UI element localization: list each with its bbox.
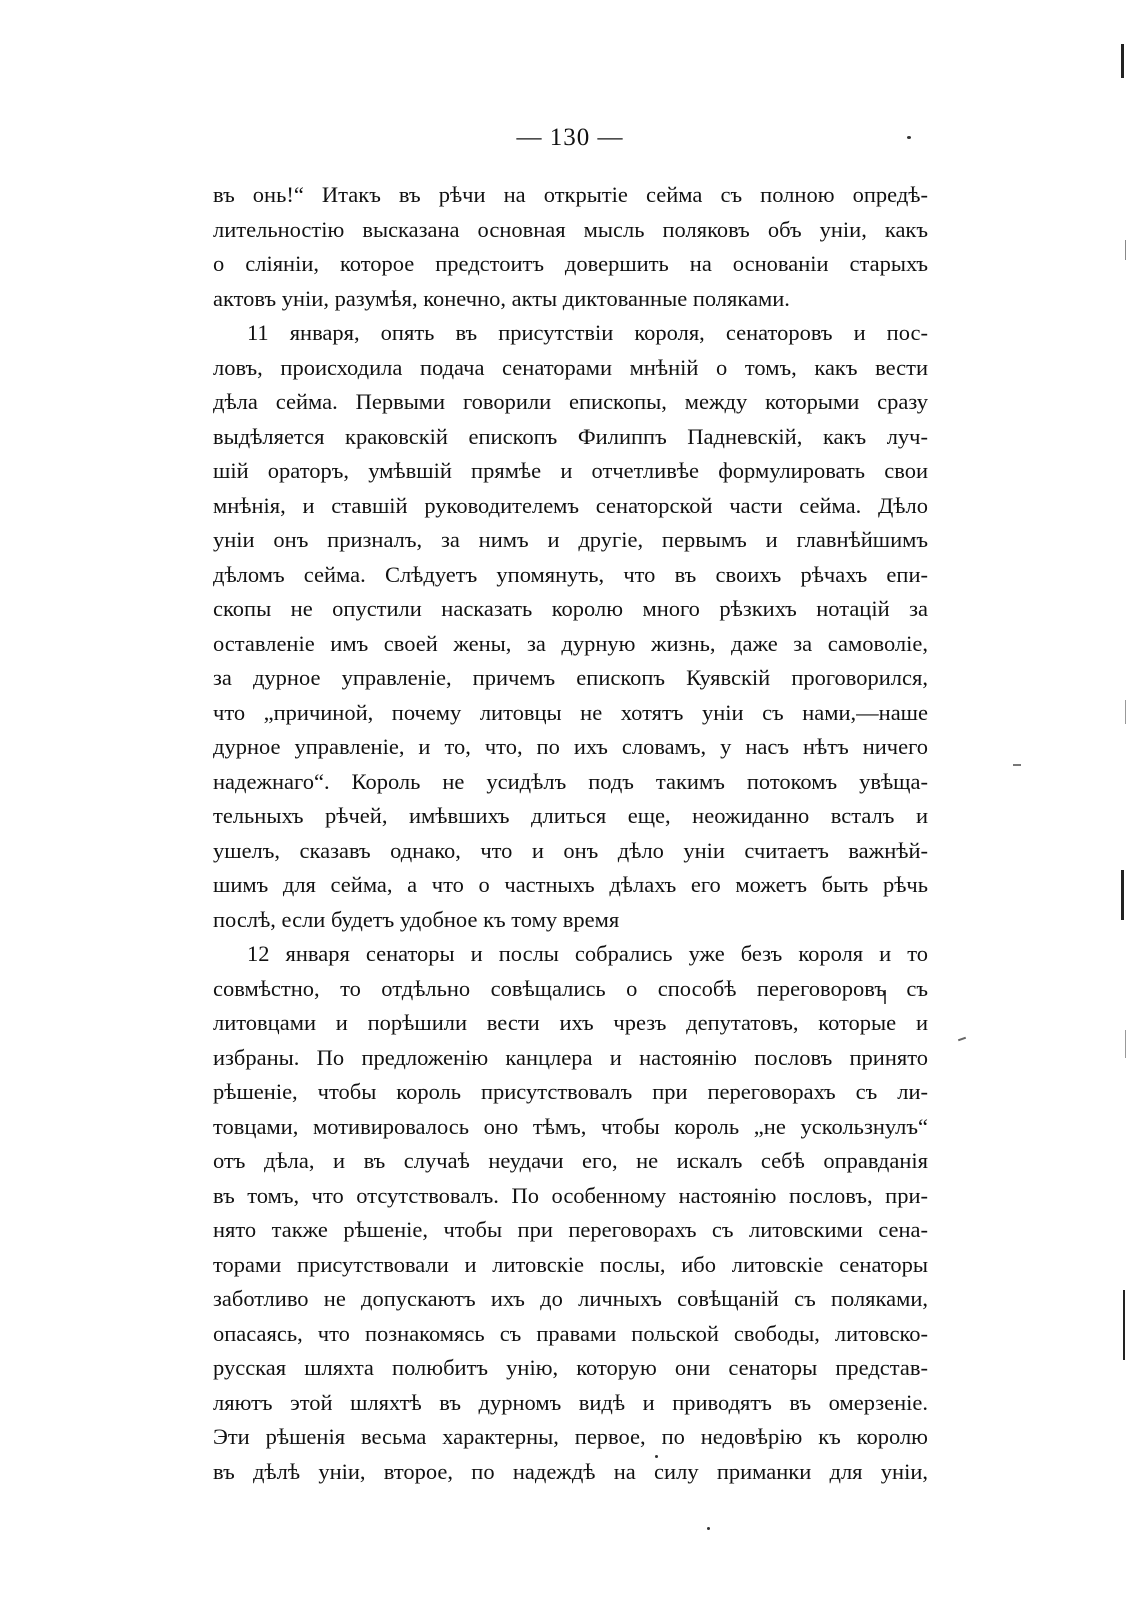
scan-artifact-mark bbox=[1125, 1030, 1126, 1058]
text-line: рѣшеніе, чтобы король присутствовалъ при переговорахъ съ ли- bbox=[213, 1079, 928, 1104]
text-line: торами присутствовали и литовскіе послы, ибо литовскіе сенаторы bbox=[213, 1251, 928, 1277]
scan-artifact-dot bbox=[958, 1037, 966, 1042]
text-line: 12 января сенаторы и послы собрались уже безъ короля и то bbox=[247, 941, 928, 966]
scan-artifact-mark bbox=[1123, 1290, 1125, 1360]
text-line: заботливо не допускаютъ ихъ до личныхъ совѣщаній съ поляками, bbox=[213, 1286, 928, 1311]
text-line: послѣ, если будетъ удобное къ тому время bbox=[213, 906, 620, 932]
text-line: дѣломъ сейма. Слѣдуетъ упомянуть, что въ своихъ рѣчахъ епи- bbox=[213, 561, 928, 587]
text-line: въ дѣлѣ уніи, второе, по надеждѣ на силу приманки для уніи, bbox=[213, 1458, 928, 1484]
text-line: актовъ уніи, разумѣя, конечно, акты диктованные поляками. bbox=[213, 285, 790, 311]
text-line: что „причиной, почему литовцы не хотятъ уніи съ нами,—наше bbox=[213, 699, 928, 725]
text-line: оставленіе имъ своей жены, за дурную жизнь, даже за самоволіе, bbox=[213, 630, 928, 656]
text-line: товцами, мотивировалось оно тѣмъ, чтобы король „не ускользнулъ“ bbox=[213, 1113, 928, 1139]
text-line: шій ораторъ, умѣвшій прямѣе и отчетливѣе формулировать свои bbox=[213, 458, 928, 483]
text-line: въ онь!“ Итакъ въ рѣчи на открытіе сейма съ полною опредѣ- bbox=[213, 182, 928, 207]
text-line: Эти рѣшенія весьма характерны, первое, по недовѣрію къ королю bbox=[213, 1424, 928, 1449]
text-line: 11 января, опять въ присутствіи короля, сенаторовъ и пос- bbox=[247, 320, 928, 345]
text-line: о сліяніи, которое предстоитъ довершить на основаніи старыхъ bbox=[213, 251, 928, 276]
scan-artifact-mark bbox=[1121, 44, 1124, 78]
text-line: избраны. По предложенію канцлера и настоянію пословъ принято bbox=[213, 1044, 928, 1070]
text-line: скопы не опустили насказать королю много рѣзкихъ нотацій за bbox=[213, 596, 928, 621]
scan-artifact-mark bbox=[1121, 870, 1124, 920]
text-line: опасаясь, что познакомясь съ правами польской свободы, литовско- bbox=[213, 1320, 928, 1346]
text-line: литовцами и порѣшили вести ихъ чрезъ депутатовъ, которые и bbox=[213, 1010, 928, 1035]
body-text bbox=[213, 178, 928, 1489]
text-line: ляютъ этой шляхтѣ въ дурномъ видѣ и приводятъ въ омерзеніе. bbox=[213, 1389, 928, 1415]
text-line: русская шляхта полюбитъ унію, которую они сенаторы представ- bbox=[213, 1355, 928, 1380]
text-line: совмѣстно, то отдѣльно совѣщались о способѣ переговоровъ съ bbox=[213, 975, 928, 1001]
text-line: шимъ для сейма, а что о частныхъ дѣлахъ его можетъ быть рѣчь bbox=[213, 872, 928, 897]
text-line: отъ дѣла, и въ случаѣ неудачи его, не искалъ себѣ оправданія bbox=[213, 1148, 928, 1173]
text-line: надежнаго“. Король не усидѣлъ подъ такимъ потокомъ увѣща- bbox=[213, 768, 928, 794]
page-number: — 130 — bbox=[516, 124, 624, 151]
text-line: за дурное управленіе, причемъ епископъ Куявскій проговорился, bbox=[213, 665, 928, 690]
text-line: дѣла сейма. Первыми говорили епископы, между которыми сразу bbox=[213, 389, 928, 414]
text-line: лительностію высказана основная мысль поляковъ объ уніи, какъ bbox=[213, 216, 928, 242]
scan-artifact-mark bbox=[1125, 700, 1126, 724]
scan-artifact-mark bbox=[1125, 240, 1126, 260]
text-line: выдѣляется краковскій епископъ Филиппъ Падневскій, какъ луч- bbox=[213, 423, 928, 449]
scan-artifact-dot bbox=[1013, 764, 1021, 766]
text-line: въ томъ, что отсутствовалъ. По особенному настоянію пословъ, при- bbox=[213, 1182, 928, 1208]
text-line: ловъ, происходила подача сенаторами мнѣній о томъ, какъ вести bbox=[213, 354, 928, 380]
text-line: дурное управленіе, и то, что, по ихъ словамъ, у насъ нѣтъ ничего bbox=[213, 734, 928, 759]
text-line: тельныхъ рѣчей, имѣвшихъ длиться еще, неожиданно всталъ и bbox=[213, 803, 928, 828]
scan-artifact-dot bbox=[707, 1527, 710, 1530]
text-line: нято также рѣшеніе, чтобы при переговорахъ съ литовскими сена- bbox=[213, 1217, 928, 1242]
text-line: уніи онъ призналъ, за нимъ и другіе, первымъ и главнѣйшимъ bbox=[213, 527, 928, 552]
text-line: мнѣнія, и ставшій руководителемъ сенаторской части сейма. Дѣло bbox=[213, 492, 928, 518]
text-line: ушелъ, сказавъ однако, что и онъ дѣло уніи считаетъ важнѣй- bbox=[213, 837, 928, 863]
